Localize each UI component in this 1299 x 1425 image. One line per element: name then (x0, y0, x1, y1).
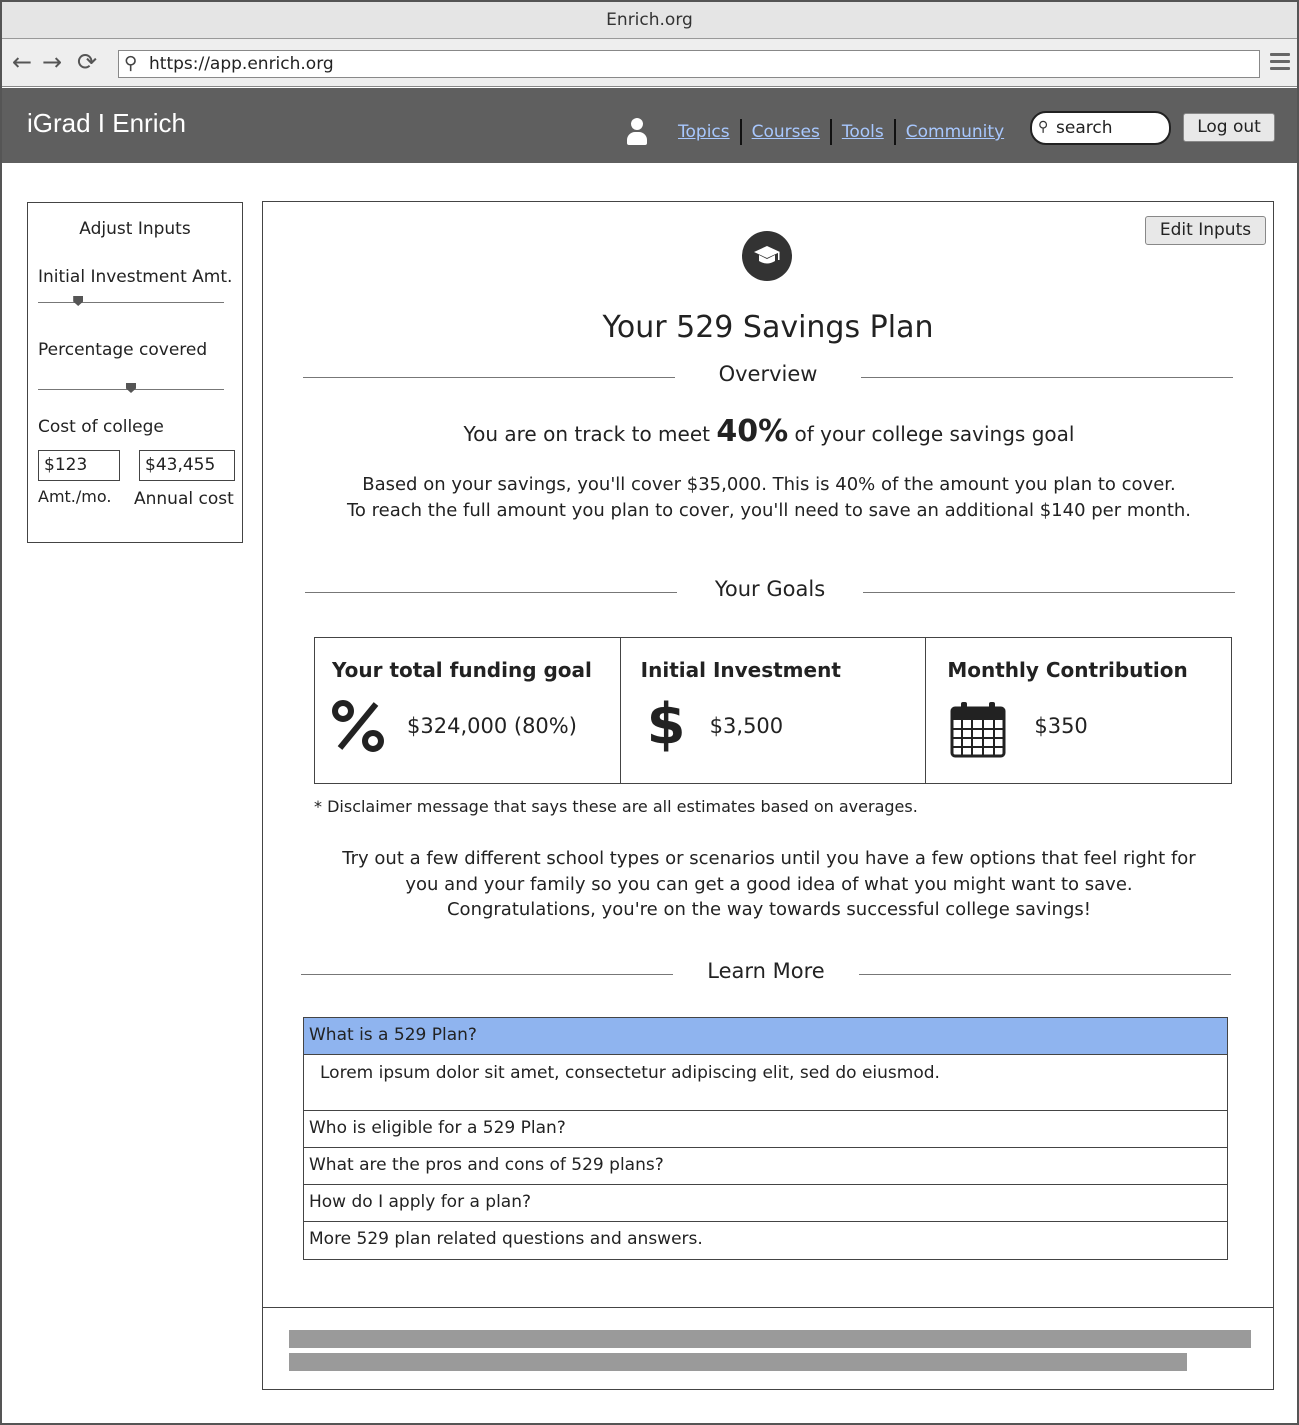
url-text: https://app.enrich.org (149, 54, 334, 74)
adjust-inputs-panel (27, 202, 243, 543)
logout-button[interactable]: Log out (1183, 113, 1275, 142)
calendar-icon (950, 700, 1006, 762)
footer-divider (263, 1307, 1273, 1308)
goal-card-monthly-contribution (926, 638, 1231, 783)
learn-more-heading: Learn More (301, 959, 1231, 989)
overview-heading: Overview (303, 362, 1233, 392)
back-arrow-icon[interactable]: ← (12, 48, 33, 76)
track-percent: 40% (716, 414, 789, 449)
faq-item-what-is-529[interactable]: What is a 529 Plan? (304, 1018, 1227, 1055)
advice-line-1: Try out a few different school types or scenarios until you have a few options that feel right for (342, 848, 1196, 869)
faq-item-how-to-apply[interactable]: How do I apply for a plan? (304, 1185, 1227, 1222)
user-icon[interactable] (625, 118, 649, 146)
savings-summary-line-2: To reach the full amount you plan to cover, you'll need to save an additional $140 per month. (346, 500, 1192, 521)
goal-card-total-funding (315, 638, 621, 783)
reload-icon[interactable]: ⟳ (77, 48, 98, 76)
annual-cost-label: Annual cost (134, 489, 234, 509)
advice-line-2: you and your family so you can get a good idea of what you might want to save. (405, 874, 1133, 895)
forward-arrow-icon[interactable]: → (42, 48, 63, 76)
initial-investment-label: Initial Investment Amt. (38, 267, 233, 287)
goals-grid (314, 637, 1232, 784)
nav-link-community[interactable]: Community (905, 122, 1005, 142)
edit-inputs-button[interactable]: Edit Inputs (1145, 216, 1266, 245)
nav-link-courses[interactable]: Courses (751, 122, 820, 142)
goal-value: $324,000 (80%) (407, 714, 577, 738)
annual-cost-field[interactable]: $43,455 (139, 450, 235, 481)
brand-logo[interactable]: iGrad I Enrich (27, 108, 186, 138)
amount-per-month-field[interactable]: $123 (38, 450, 120, 481)
slider-thumb[interactable] (126, 383, 136, 393)
on-track-message: You are on track to meet 40% of your college savings goal (463, 414, 1075, 449)
goal-title: Initial Investment (640, 658, 841, 682)
goal-title: Monthly Contribution (947, 658, 1188, 682)
savings-plan-panel (262, 201, 1274, 1390)
nav-link-topics[interactable]: Topics (678, 122, 730, 142)
disclaimer-text: * Disclaimer message that says these are all estimates based on averages. (314, 797, 918, 816)
cost-of-college-label: Cost of college (38, 417, 164, 437)
faq-item-eligibility[interactable]: Who is eligible for a 529 Plan? (304, 1111, 1227, 1148)
faq-item-more-questions[interactable]: More 529 plan related questions and answers. (309, 1229, 703, 1249)
window-title: Enrich.org (2, 2, 1297, 39)
address-bar[interactable] (118, 50, 1260, 78)
slider-thumb[interactable] (73, 296, 83, 306)
search-icon: ⚲ (1038, 119, 1049, 135)
dollar-icon: $ (646, 692, 686, 757)
main-nav (678, 118, 1004, 146)
panel-title: Adjust Inputs (79, 219, 191, 239)
browser-toolbar (2, 39, 1297, 87)
percent-icon (332, 700, 384, 756)
faq-item-pros-cons[interactable]: What are the pros and cons of 529 plans? (304, 1148, 1227, 1185)
goals-heading: Your Goals (305, 577, 1235, 607)
nav-link-tools[interactable]: Tools (841, 122, 884, 142)
graduation-cap-icon (742, 231, 792, 281)
hamburger-menu-icon[interactable] (1270, 53, 1290, 73)
search-input[interactable]: ⚲ search (1030, 111, 1171, 145)
search-icon: ⚲ (124, 53, 138, 74)
goal-card-initial-investment (621, 638, 927, 783)
faq-answer: Lorem ipsum dolor sit amet, consectetur adipiscing elit, sed do eiusmod. (304, 1055, 1227, 1111)
percentage-covered-label: Percentage covered (38, 340, 208, 360)
footer-text-placeholder (289, 1353, 1187, 1371)
advice-line-3: Congratulations, you're on the way towards successful college savings! (446, 899, 1091, 920)
amount-per-month-label: Amt./mo. (38, 487, 112, 506)
goal-value: $350 (1034, 714, 1088, 738)
goal-value: $3,500 (709, 714, 784, 738)
page-title: Your 529 Savings Plan (602, 310, 934, 345)
savings-summary-line-1: Based on your savings, you'll cover $35,000. This is 40% of the amount you plan to cover. (362, 474, 1176, 495)
initial-investment-slider[interactable] (38, 296, 224, 310)
goal-title: Your total funding goal (332, 658, 592, 682)
footer-text-placeholder (289, 1330, 1251, 1348)
percentage-covered-slider[interactable] (38, 383, 224, 397)
faq-accordion (303, 1017, 1228, 1260)
